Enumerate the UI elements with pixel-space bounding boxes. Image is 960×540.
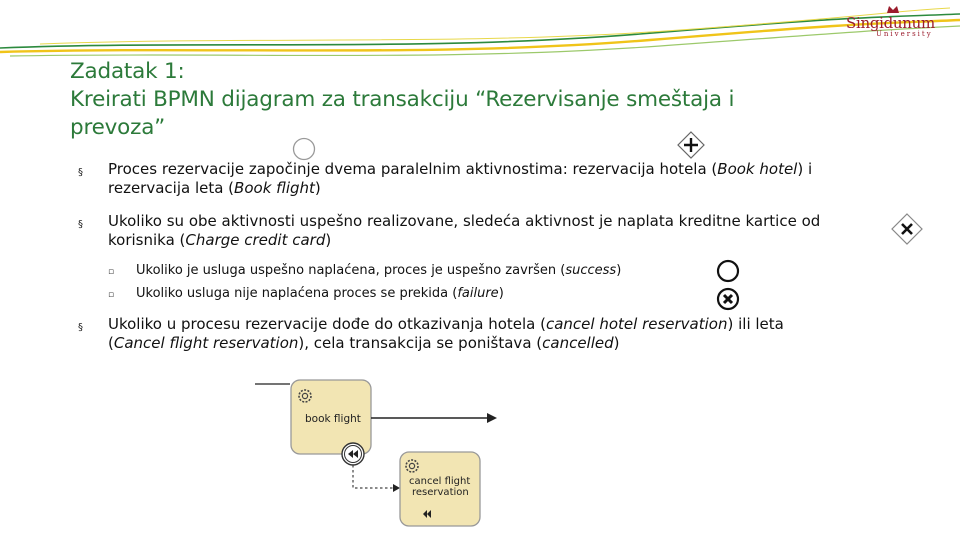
task-cancel-flight-reservation bbox=[400, 452, 480, 526]
title-line-2: Kreirati BPMN dijagram za transakciju “Rezervisanje smeštaja i bbox=[70, 87, 735, 112]
bullet-2-line-2: korisnika (Charge credit card) bbox=[108, 231, 332, 249]
bullet-3-line-1: Ukoliko u procesu rezervacije dođe do otkazivanja hotela (cancel hotel reservation) ili leta bbox=[108, 315, 784, 333]
bpmn-diagram bbox=[255, 376, 505, 536]
sub-bullet-marker: ▫ bbox=[108, 267, 115, 277]
compensation-boundary-event bbox=[342, 443, 364, 465]
end-event-icon bbox=[715, 258, 741, 284]
association-arrow-icon bbox=[393, 484, 400, 492]
logo-subtitle: University bbox=[876, 30, 933, 38]
bullet-3 bbox=[78, 315, 888, 353]
bullet-1-line-1: Proces rezervacije započinje dvema paralelnim aktivnostima: rezervacija hotela (Book hotel) i bbox=[108, 160, 813, 178]
sub-bullet-marker: ▫ bbox=[108, 290, 115, 300]
bullet-1 bbox=[78, 160, 888, 198]
bullet-2 bbox=[78, 212, 898, 250]
title-line-1: Zadatak 1: bbox=[70, 59, 185, 84]
bullet-marker: § bbox=[78, 219, 83, 230]
bullet-2-line-1: Ukoliko su obe aktivnosti uspešno realizovane, sledeća aktivnost je naplata kreditne kartice od bbox=[108, 212, 821, 230]
parallel-gateway-icon bbox=[676, 130, 706, 160]
arrowhead-icon bbox=[487, 413, 497, 423]
sub-bullet-2: ▫ Ukoliko usluga nije naplaćena proces se prekida (failure) bbox=[136, 285, 716, 302]
task-book-flight bbox=[291, 380, 371, 454]
compensation-association bbox=[353, 465, 393, 488]
slide-title bbox=[70, 58, 850, 142]
task-cancel-label-line-2: reservation bbox=[412, 487, 469, 498]
start-event-icon bbox=[291, 136, 317, 162]
logo-crest-icon bbox=[886, 4, 900, 14]
exclusive-gateway-icon bbox=[890, 212, 924, 246]
task-book-flight-label: book flight bbox=[305, 413, 361, 425]
logo-name: Singidunum bbox=[846, 14, 935, 32]
cancel-end-event-icon bbox=[715, 286, 741, 312]
bullet-1-line-2: rezervacija leta (Book flight) bbox=[108, 179, 321, 197]
university-logo bbox=[836, 4, 954, 40]
bullet-marker: § bbox=[78, 167, 83, 178]
sub-bullet-1: ▫ Ukoliko je usluga uspešno naplaćena, proces je uspešno završen (success) bbox=[136, 262, 716, 279]
title-line-3: prevoza” bbox=[70, 115, 166, 140]
task-cancel-label-line-1: cancel flight bbox=[409, 476, 471, 487]
bullet-3-line-2: (Cancel flight reservation), cela transakcija se poništava (cancelled) bbox=[108, 334, 620, 352]
bullet-marker: § bbox=[78, 322, 83, 333]
